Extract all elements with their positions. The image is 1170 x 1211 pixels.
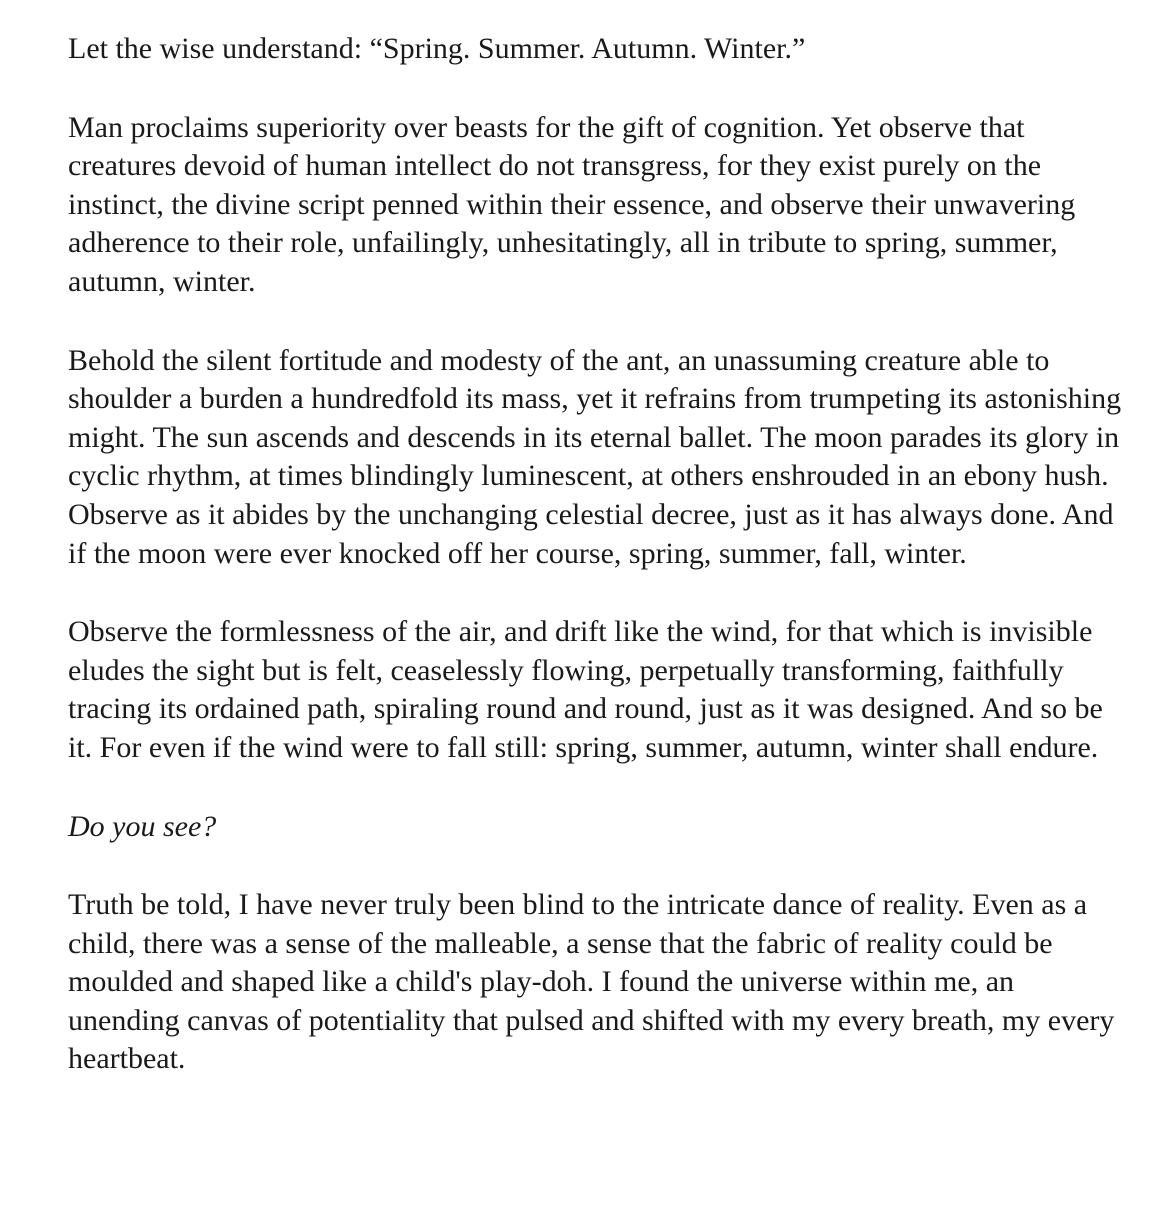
paragraph-1: Let the wise understand: “Spring. Summer. Autumn. Winter.” [68, 32, 806, 65]
paragraph-3: Behold the silent fortitude and modesty of the ant, an unassuming creature able to shoulder a burden a hundredfold its mass, yet it refrains from trumpeting its astonishing might. The sun ascends and descends in its eternal ballet. The moon parades its glory in cyclic rhythm, at times blindingly luminescent, at others enshrouded in an ebony hush. Observe as it abides by the unchanging celestial decree, just as it has always done. And if the moon were ever knocked off her course, spring, summer, fall, winter. [68, 343, 1122, 570]
paragraph-4: Observe the formlessness of the air, and drift like the wind, for that which is invisible eludes the sight but is felt, ceaselessly flowing, perpetually transforming, faithfully tracing its ordained path, spiraling round and round, just as it was designed. And so be it. For even if the wind were to fall still: spring, summer, autumn, winter shall endure. [68, 615, 1103, 764]
paragraph-6: Truth be told, I have never truly been blind to the intricate dance of reality. Even as a child, there was a sense of the malleable, a sense that the fabric of reality could be moulded and shaped like a child's play-doh. I found the universe within me, an unending canvas of potentiality that pulsed and shifted with my every breath, my every heartbeat. [68, 888, 1115, 1076]
paragraph-2: Man proclaims superiority over beasts for the gift of cognition. Yet observe that creatures devoid of human intellect do not transgress, for they exist purely on the instinct, the divine script penned within their essence, and observe their unwavering adherence to their role, unfailingly, unhesitatingly, all in tribute to spring, summer, autumn, winter. [68, 110, 1076, 298]
paragraph-5-question: Do you see? [68, 809, 217, 843]
